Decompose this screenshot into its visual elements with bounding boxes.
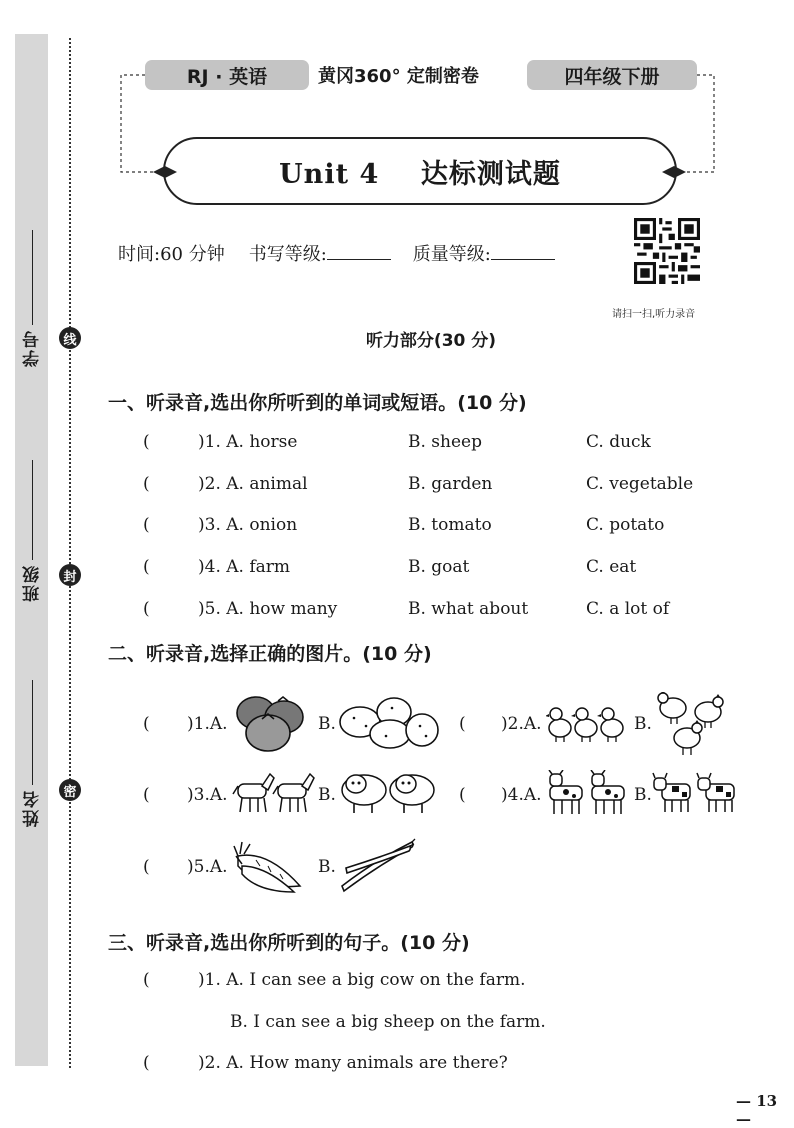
answer-paren[interactable]: ( bbox=[143, 857, 150, 877]
series-title: 黄冈360° 定制密卷 bbox=[318, 66, 479, 87]
sheep-icon bbox=[338, 766, 438, 816]
name-label: 姓名 bbox=[22, 789, 43, 827]
option-c: C. potato bbox=[586, 515, 665, 535]
hens-icon bbox=[653, 692, 727, 758]
q2-option-b-label: B. bbox=[634, 714, 652, 734]
exam-meta bbox=[118, 240, 555, 266]
page-number: — 13 — bbox=[736, 1092, 778, 1128]
class-label: 班级 bbox=[22, 564, 43, 602]
line-mark: 线 bbox=[59, 327, 81, 349]
secret-mark: 密 bbox=[59, 779, 81, 801]
student-id-label: 学号 bbox=[22, 329, 43, 367]
tomatoes-icon bbox=[232, 693, 306, 753]
section1-item-1 bbox=[0, 432, 794, 456]
section3-item-2 bbox=[0, 1053, 794, 1077]
answer-paren[interactable]: ( bbox=[143, 970, 150, 990]
option-a: )5. A. how many bbox=[198, 599, 338, 619]
section1-item-3 bbox=[0, 515, 794, 539]
section1-item-5 bbox=[0, 599, 794, 623]
answer-paren[interactable]: ( bbox=[143, 515, 150, 535]
option-a: )1. A. horse bbox=[198, 432, 298, 452]
option-b: B. what about bbox=[408, 599, 529, 619]
q4-option-b-label: B. bbox=[634, 785, 652, 805]
section3-item-1 bbox=[0, 970, 794, 994]
writing-grade-label: 书写等级: bbox=[248, 244, 327, 265]
listening-part-title: 听力部分(30 分) bbox=[365, 331, 497, 351]
goats-icon bbox=[546, 770, 632, 818]
green-beans-icon bbox=[338, 838, 416, 896]
answer-paren[interactable]: ( bbox=[143, 432, 150, 452]
quality-grade-label: 质量等级: bbox=[412, 244, 491, 265]
option-a: )4. A. farm bbox=[198, 557, 291, 577]
answer-paren[interactable]: ( bbox=[143, 1053, 150, 1073]
q4-option-a-label: )4.A. bbox=[501, 785, 542, 805]
answer-paren[interactable]: ( bbox=[459, 785, 466, 805]
option-b: B. tomato bbox=[408, 515, 492, 535]
qr-caption: 请扫一扫,听力录音 bbox=[612, 309, 696, 320]
writing-grade-blank[interactable] bbox=[327, 241, 391, 260]
ducks-icon bbox=[546, 704, 628, 744]
title-box bbox=[163, 137, 677, 205]
qr-code-icon bbox=[634, 218, 700, 284]
carrots-icon bbox=[232, 838, 308, 896]
option-a: )3. A. onion bbox=[198, 515, 298, 535]
time-label: 时间:60 分钟 bbox=[118, 244, 225, 265]
answer-paren[interactable]: ( bbox=[143, 474, 150, 494]
subject-tag: RJ · 英语 bbox=[145, 60, 309, 90]
q3-option-b-label: B. bbox=[318, 785, 336, 805]
section1-item-2 bbox=[0, 474, 794, 498]
answer-paren[interactable]: ( bbox=[143, 785, 150, 805]
section1-item-4 bbox=[0, 557, 794, 581]
name-line bbox=[32, 680, 33, 785]
q1-option-a-label: )1.A. bbox=[187, 714, 228, 734]
section3-heading: 三、听录音,选出你所听到的句子。(10 分) bbox=[108, 932, 470, 954]
answer-paren[interactable]: ( bbox=[143, 599, 150, 619]
option-b: B. sheep bbox=[408, 432, 482, 452]
option-c: C. duck bbox=[586, 432, 651, 452]
grade-tag: 四年级下册 bbox=[527, 60, 697, 90]
q3-option-a-label: )3.A. bbox=[187, 785, 228, 805]
option-c: C. eat bbox=[586, 557, 637, 577]
answer-paren[interactable]: ( bbox=[143, 714, 150, 734]
student-id-line bbox=[32, 230, 33, 325]
cows-icon bbox=[652, 770, 742, 816]
seal-mark: 封 bbox=[59, 564, 81, 586]
sentence-a: )2. A. How many animals are there? bbox=[198, 1053, 508, 1073]
q5-option-b-label: B. bbox=[318, 857, 336, 877]
name-field bbox=[16, 680, 48, 827]
page-title: Unit 4 达标测试题 bbox=[279, 158, 561, 190]
quality-grade-blank[interactable] bbox=[491, 241, 555, 260]
q2-option-a-label: )2.A. bbox=[501, 714, 542, 734]
section2-heading: 二、听录音,选择正确的图片。(10 分) bbox=[108, 643, 432, 665]
option-a: )2. A. animal bbox=[198, 474, 308, 494]
potatoes-icon bbox=[336, 692, 440, 752]
option-b: B. goat bbox=[408, 557, 470, 577]
q5-option-a-label: )5.A. bbox=[187, 857, 228, 877]
sentence-a: )1. A. I can see a big cow on the farm. bbox=[198, 970, 526, 990]
horses-icon bbox=[232, 770, 316, 816]
section1-heading: 一、听录音,选出你所听到的单词或短语。(10 分) bbox=[108, 392, 527, 414]
answer-paren[interactable]: ( bbox=[143, 557, 150, 577]
answer-paren[interactable]: ( bbox=[459, 714, 466, 734]
q1-option-b-label: B. bbox=[318, 714, 336, 734]
sentence-b: B. I can see a big sheep on the farm. bbox=[230, 1012, 546, 1032]
option-c: C. a lot of bbox=[586, 599, 670, 619]
option-b: B. garden bbox=[408, 474, 493, 494]
option-c: C. vegetable bbox=[586, 474, 694, 494]
